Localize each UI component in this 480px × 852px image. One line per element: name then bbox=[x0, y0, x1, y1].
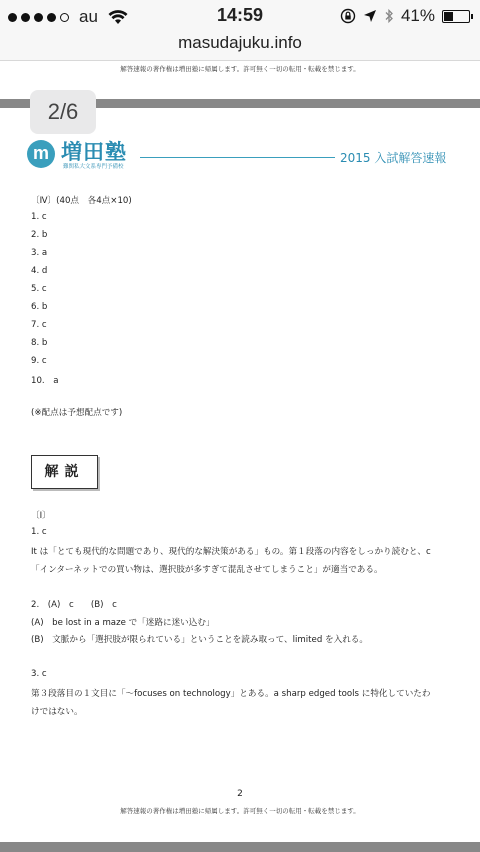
logo-mark-icon: m bbox=[27, 140, 55, 168]
page-divider bbox=[0, 842, 480, 852]
explanation-1-line: 「インターネットでの買い物は、選択肢が多すぎて混乱させてしまうこと」が適当である。 bbox=[31, 565, 383, 575]
logo-subtitle: 難関私大文系専門予備校 bbox=[63, 164, 124, 170]
answer-item: 9. c bbox=[31, 356, 47, 366]
explanation-2-number: 2. (A) c (B) c bbox=[31, 600, 117, 610]
explanation-3-line: けではない。 bbox=[31, 707, 83, 717]
answer-item: 2. b bbox=[31, 230, 48, 240]
answer-item: 5. c bbox=[31, 284, 47, 294]
answer-item: 3. a bbox=[31, 248, 48, 258]
status-bar bbox=[0, 0, 480, 32]
logo-name: 増田塾 bbox=[61, 140, 127, 164]
rotation-lock-icon bbox=[340, 8, 356, 24]
score-note: (※配点は予想配点です) bbox=[31, 408, 123, 418]
explanation-3-number: 3. c bbox=[31, 669, 47, 679]
answer-item: 7. c bbox=[31, 320, 47, 330]
url-text[interactable]: masudajuku.info bbox=[178, 33, 302, 52]
explanation-1-line: It は「とても現代的な問題であり、現代的な解決策がある」もの。第１段落の内容をしっかり読むと、c bbox=[31, 547, 431, 557]
section-heading: 〔Ⅳ〕(40点 各4点×10) bbox=[31, 196, 132, 206]
status-icons bbox=[340, 6, 470, 26]
answer-item: 1. c bbox=[31, 212, 47, 222]
bluetooth-icon bbox=[384, 8, 394, 24]
answer-item: 10. a bbox=[31, 376, 59, 386]
clock: 14:59 bbox=[216, 5, 264, 25]
location-arrow-icon bbox=[363, 9, 377, 23]
explanation-2-line: (B) 文脈から「選択肢が限られている」ということを読み取って、limited を入れる。 bbox=[31, 635, 368, 645]
header-title: 2015 入試解答速報 bbox=[340, 151, 447, 165]
battery-icon bbox=[442, 10, 470, 23]
carrier-label: au bbox=[79, 7, 98, 26]
page-number: 2 bbox=[237, 789, 243, 799]
battery-percent: 41% bbox=[400, 6, 435, 25]
answer-item: 6. b bbox=[31, 302, 48, 312]
copyright-notice-bottom: 解答速報の著作権は増田塾に帰属します。許可無く一切の転用・転載を禁じます。 bbox=[120, 807, 360, 815]
copyright-notice-top: 解答速報の著作権は増田塾に帰属します。許可無く一切の転用・転載を禁じます。 bbox=[120, 65, 360, 73]
explanation-1-number: 1. c bbox=[31, 527, 47, 537]
explanation-3-line: 第３段落目の１文目に「～focuses on technology」とある。a sharp edged tools に特化していたわ bbox=[31, 689, 431, 699]
sub-heading: 〔Ⅰ〕 bbox=[31, 511, 51, 521]
explanation-2-line: (A) be lost in a maze で「迷路に迷い込む」 bbox=[31, 618, 215, 628]
page-indicator: 2/6 bbox=[30, 90, 96, 134]
answer-item: 4. d bbox=[31, 266, 48, 276]
address-bar[interactable] bbox=[0, 32, 480, 61]
answer-item: 8. b bbox=[31, 338, 48, 348]
explanation-heading: 解説 bbox=[31, 455, 98, 489]
header-rule bbox=[140, 157, 335, 158]
